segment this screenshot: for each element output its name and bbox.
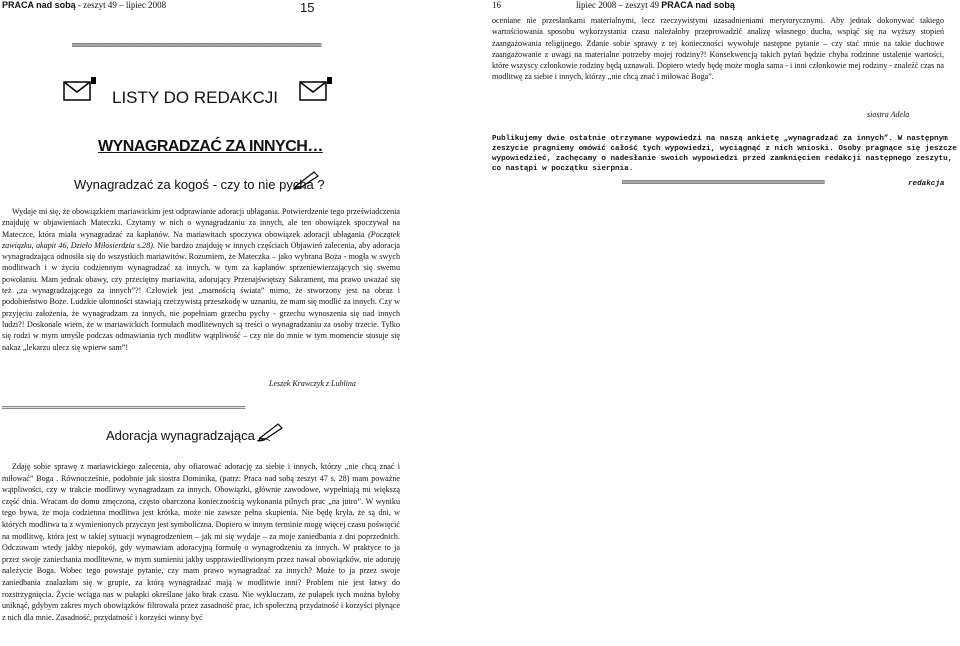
article1-body-part2: Nie bardzo znajduję w innych częściach Objawień zalecenia, aby adoracja wynagradzająca odnosiła się do wszystkich mariawitów. Rozumiem, że Mateczka – jako wybrana Boża - mogła w swych modlitwach i w życiu codziennym wynagradzać za innych, w tym za kapłanów sprzeniewierzających się swemu powołaniu. Mam jednak obawy, czy przeciętny mariawita, adorujący Przenajświętszy Sakrament, ma prawo uważać się też „za wynagradzającego za innych”?! Człowiek jest „marnością świata” mimo, że stworzony jest na obraz i podobieństwo Boże. Ludzkie ułomności stawiają rzeczywistą przeszkodę w uznaniu, że mam się modlić za innych. Czy w przyjęciu założenia, że wynagradzam za innych, nie popełniam grzechu pychy - grzechu wynoszenia się nad innych ludzi?! Doskonale wiem, że w mariawickich formułach modlitewnych są treści o wynagradzaniu za osoby trzecie. Tylko się rodzi w mym umyśle podczas odmawiania tych modlitw wątpliwość – czy nie do mnie w tym momencie stosuje się nakaz „lekarzu ulecz się wpierw sam”! [2, 240, 401, 352]
article1-title: WYNAGRADZAĆ ZA INNYCH… [98, 138, 323, 155]
letter-icon-left [62, 76, 98, 102]
article1-subtitle: Wynagradzać za kogoś - czy to nie pycha ? [74, 177, 325, 192]
article1-body [2, 206, 400, 353]
page-number-right: 16 [492, 0, 501, 10]
article1-body-part1: Wydaje mi się, że obowiązkiem mariawickim jest odprawianie adoracji ubłagania. Potwierdzenie tego przeświadczenia znajduję w objawieniach Mateczki. Czytamy w nich o wynagradzaniu za innych, ale ten obowiązek spoczywał na Mateczce, która miała wynagradzać za kapłanów. Na mariawitach spoczywa obowiązek adoracji ubłagania [2, 207, 400, 239]
publication-name: PRACA nad sobą [2, 0, 76, 10]
page-number-left: 15 [300, 0, 315, 15]
letter-icon-right [298, 76, 334, 102]
editorial-notice: Publikujemy dwie ostatnie otrzymane wypowiedzi na naszą ankietę „wynagradzać za innych”. W następnym zeszycie pragniemy omówić całość tych wypowiedzi, wyciągnąć z nich wnioski. Osoby pragnące się jeszcze wypowiedzieć, zachęcamy o nadesłanie swoich wypowiedzi przed zamknięciem redakcji następnego zeszytu, co nastąpi w początku sierpnia. [492, 135, 957, 173]
issue-info-right: lipiec 2008 – zeszyt 49 [576, 0, 659, 10]
double-rule-top: ════════════════ [72, 40, 322, 50]
section-title: LISTY DO REDAKCJI [112, 88, 278, 107]
pen-icon [292, 168, 322, 190]
article2-signature: siostra Adela [867, 110, 910, 119]
article1-reference: (Początek zawiązku, akapit 46, Dzieło Miłosierdzia s.28). [2, 229, 400, 250]
running-header-right [576, 0, 735, 10]
issue-info: - zeszyt 49 – lipiec 2008 [75, 0, 167, 10]
double-rule-mid: ═══════════════════════════════════════════════ [2, 403, 245, 412]
pen-icon-2 [256, 420, 286, 442]
running-header-left [2, 0, 166, 10]
continued-body: oceniane nie przesłankami materialnymi, lecz rzeczywistymi uzasadnieniami merytorycznymi. Aby jednak dokonywać takiego wartościowania sposobu wykorzystania czasu należałoby przeprowadzić analizę własnego ducha, wspiąć się na wyższy stopień zaangażowania religijnego. Zdanie sobie sprawy z tej konieczności wywołuje następne pytanie – czy stać mnie na takie duchowe zaangażowanie z uwagi na materialne potrzeby mojej rodziny?! Konsekwencją takich pytań będzie chyba rodzinne ustalenie wartości, które wszyscy członkowie rodziny będą uznawali. Dopiero wtedy będę może mogła sama - i inni członkowie mej rodziny - znaleźć czas na modlitwę za siebie i innych, którzy „nie chcą znać i miłować Boga”. [492, 16, 944, 82]
publication-name-right: PRACA nad sobą [661, 0, 735, 10]
article1-signature: Leszek Krawczyk z Lublina [269, 379, 356, 388]
article2-title: Adoracja wynagradzająca [106, 428, 255, 443]
editorial-signature: redakcja [908, 180, 945, 188]
double-rule-right: ═════════════ [622, 177, 825, 187]
article2-body: Zdaję sobie sprawę z mariawickiego zalecenia, aby ofiarować adorację za siebie i innych, którzy „nie chcą znać i miłować” Boga . Równocześnie, podobnie jak siostra Dominika, (patrz: Praca nad sobą zeszyt 47 s. 28) mam poważne wątpliwości, czy w trakcie modlitwy wynagradzam za innych. Obowiązki, głównie zawodowe, wypełniają mi większą część dnia. Wracam do domu zmęczona, często obarczona koniecznością wykonania pilnych prac „na jutro”. W wyniku tego bywa, że moja codzienna modlitwa jest krótka, może nie zawsze pełna skupienia. Nie będę kryła, że są dni, w których modlitwa ta z wymienionych przyczyn jest symboliczna. Dopiero w innym terminie mogę więcej czasu poświęcić na modlitwę, która jest w takiej sytuacji wynagrodzeniem – jak mi się wydaje – za moje zaniedbania z dni poprzednich. Odczuwam wtedy jakby niepokój, gdy wymawiam adoracyjną formułę o wynagrodzeniu za innych. W praktyce to ja przez swoje zaniechania modlitewne, w mym sumieniu jakby uspprawiedliwionym przez nawał obowiązków, nie adoruję należycie Boga. Wobec tego powstaje pytanie, czy mam prawo wynagradzać za innych? Może to ja przez swoje zaniedbania znalazłam się w grupie, za którą wynagradzać mają w modlitwie inni? Problem nie jest łatwy do rozstrzygnięcia. Życie wciąga nas w pułapki określane jako brak czasu. Nie wykluczam, że pułapek tych można byłoby uniknąć, gdybym zakres mych obowiązków filtrowała przez zasadność prac, ich społeczną przydatność i korzyści płynące z nich dla mnie. Zasadność, przydatność i korzyści winny być [2, 462, 400, 622]
